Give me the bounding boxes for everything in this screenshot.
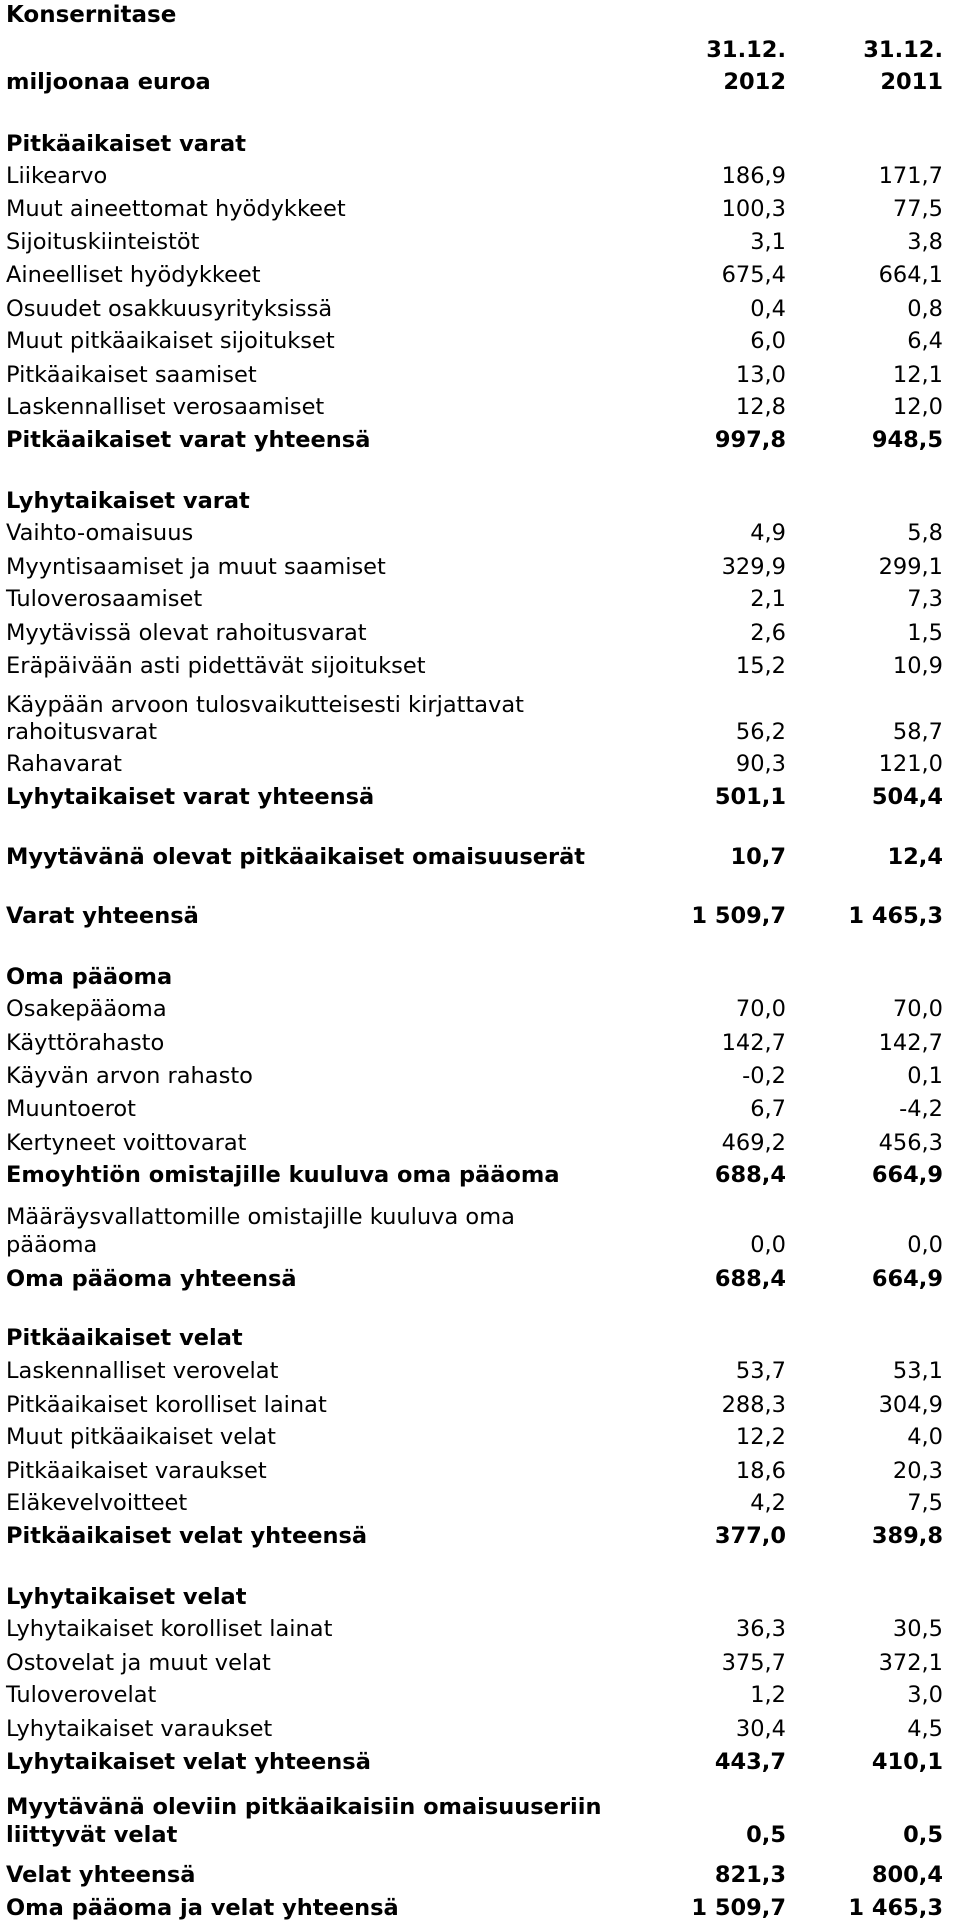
table-row	[6, 1202, 926, 1232]
table-row	[6, 690, 926, 720]
row-label: Osuudet osakkuusyrityksissä	[6, 296, 333, 322]
total-row	[6, 1160, 943, 1190]
row-label: rahoitusvarat	[6, 719, 158, 745]
row-label: Muut pitkäaikaiset velat	[6, 1424, 276, 1450]
value-2011: 0,1	[907, 1063, 943, 1089]
value-2012: 6,0	[750, 328, 786, 354]
row-label: Sijoituskiinteistöt	[6, 229, 200, 255]
value-2011: 304,9	[878, 1392, 943, 1418]
row-label: Pitkäaikaiset varat	[6, 131, 246, 157]
value-2011: 20,3	[892, 1458, 943, 1484]
table-row	[6, 618, 943, 648]
unit-label: miljoonaa euroa	[6, 69, 211, 95]
value-2012: 675,4	[721, 262, 786, 288]
total-row	[6, 782, 943, 812]
section-heading-row	[6, 486, 926, 516]
row-label: Pitkäaikaiset velat	[6, 1325, 243, 1351]
table-row	[6, 1230, 943, 1260]
table-row	[6, 584, 943, 614]
value-2011: 664,1	[878, 262, 943, 288]
value-2011: 0,0	[907, 1232, 943, 1258]
table-row	[6, 1390, 943, 1420]
value-2011: 77,5	[892, 196, 943, 222]
table-row	[6, 994, 943, 1024]
value-2011: 800,4	[871, 1862, 943, 1888]
table-row	[6, 227, 943, 257]
value-2012: 100,3	[721, 196, 786, 222]
table-row	[6, 1488, 943, 1518]
value-2012: 10,7	[730, 844, 786, 870]
col2-year: 2011	[880, 69, 943, 95]
row-label: Oma pääoma ja velat yhteensä	[6, 1895, 399, 1921]
value-2012: 53,7	[735, 1358, 786, 1384]
table-row	[6, 360, 943, 390]
value-2011: 3,0	[907, 1682, 943, 1708]
row-label: Lyhytaikaiset velat yhteensä	[6, 1749, 371, 1775]
row-label: Lyhytaikaiset varat yhteensä	[6, 784, 375, 810]
table-row	[6, 194, 943, 224]
row-label: Pitkäaikaiset varat yhteensä	[6, 427, 371, 453]
row-label: Pitkäaikaiset varaukset	[6, 1458, 267, 1484]
value-2012: 688,4	[714, 1266, 786, 1292]
value-2012: 30,4	[735, 1716, 786, 1742]
table-row	[6, 1356, 943, 1386]
row-label: Eräpäivään asti pidettävät sijoitukset	[6, 653, 426, 679]
section-heading-row	[6, 962, 926, 992]
value-2011: -4,2	[899, 1096, 943, 1122]
total-row	[6, 842, 943, 872]
row-label: Myytävissä olevat rahoitusvarat	[6, 620, 367, 646]
value-2011: 121,0	[878, 751, 943, 777]
table-row	[6, 392, 943, 422]
value-2011: 53,1	[892, 1358, 943, 1384]
row-label: Oma pääoma	[6, 964, 173, 990]
value-2011: 4,5	[907, 1716, 943, 1742]
total-row	[6, 425, 943, 455]
row-label: Tuloverosaamiset	[6, 586, 203, 612]
total-row	[6, 901, 943, 931]
value-2012: 329,9	[721, 554, 786, 580]
value-2011: 12,1	[892, 362, 943, 388]
value-2012: 142,7	[721, 1030, 786, 1056]
value-2011: 1,5	[907, 620, 943, 646]
value-2012: 1 509,7	[691, 903, 786, 929]
value-2012: 6,7	[750, 1096, 786, 1122]
row-label: Osakepääoma	[6, 996, 167, 1022]
table-row	[6, 1614, 943, 1644]
value-2012: 443,7	[714, 1749, 786, 1775]
row-label: Lyhytaikaiset varaukset	[6, 1716, 273, 1742]
value-2011: 389,8	[871, 1523, 943, 1549]
table-row	[6, 1648, 943, 1678]
row-label: Varat yhteensä	[6, 903, 199, 929]
row-label: Eläkevelvoitteet	[6, 1490, 188, 1516]
row-label: Ostovelat ja muut velat	[6, 1650, 271, 1676]
section-heading-row	[6, 1323, 926, 1353]
value-2012: -0,2	[742, 1063, 786, 1089]
value-2011: 7,3	[907, 586, 943, 612]
total-row	[6, 1747, 943, 1777]
row-label: Rahavarat	[6, 751, 122, 777]
total-row	[6, 1820, 943, 1850]
table-row	[6, 552, 943, 582]
value-2012: 2,6	[750, 620, 786, 646]
value-2011: 372,1	[878, 1650, 943, 1676]
value-2011: 0,5	[903, 1822, 943, 1848]
value-2012: 18,6	[735, 1458, 786, 1484]
row-label: liittyvät velat	[6, 1822, 178, 1848]
row-label: Muut aineettomat hyödykkeet	[6, 196, 346, 222]
value-2012: 56,2	[735, 719, 786, 745]
row-label: Aineelliset hyödykkeet	[6, 262, 261, 288]
row-label: Myytävänä olevat pitkäaikaiset omaisuuserät	[6, 844, 586, 870]
table-row	[6, 1714, 943, 1744]
row-label: Laskennalliset verovelat	[6, 1358, 279, 1384]
row-label: Lyhytaikaiset velat	[6, 1584, 247, 1610]
table-row	[6, 1094, 943, 1124]
row-label: Myytävänä oleviin pitkäaikaisiin omaisuuseriin	[6, 1794, 602, 1820]
table-row	[6, 518, 943, 548]
value-2012: 4,9	[750, 520, 786, 546]
value-2012: 0,5	[746, 1822, 786, 1848]
value-2012: 13,0	[735, 362, 786, 388]
value-2012: 36,3	[735, 1616, 786, 1642]
value-2012: 1 509,7	[691, 1895, 786, 1921]
value-2011: 948,5	[871, 427, 943, 453]
table-row	[6, 1422, 943, 1452]
table-row	[6, 717, 943, 747]
value-2012: 377,0	[714, 1523, 786, 1549]
value-2012: 997,8	[714, 427, 786, 453]
row-label: Velat yhteensä	[6, 1862, 196, 1888]
value-2011: 3,8	[907, 229, 943, 255]
total-row	[6, 1521, 943, 1551]
total-row	[6, 1264, 943, 1294]
value-2012: 12,2	[735, 1424, 786, 1450]
table-row	[6, 651, 943, 681]
table-row	[6, 326, 943, 356]
value-2011: 299,1	[878, 554, 943, 580]
value-2012: 2,1	[750, 586, 786, 612]
row-label: Liikearvo	[6, 163, 108, 189]
value-2012: 12,8	[735, 394, 786, 420]
value-2011: 10,9	[892, 653, 943, 679]
value-2011: 142,7	[878, 1030, 943, 1056]
row-label: Lyhytaikaiset varat	[6, 488, 250, 514]
value-2012: 501,1	[714, 784, 786, 810]
value-2011: 30,5	[892, 1616, 943, 1642]
row-label: Määräysvallattomille omistajille kuuluva oma	[6, 1204, 515, 1230]
row-label: Käypään arvoon tulosvaikutteisesti kirjattavat	[6, 692, 524, 718]
value-2012: 186,9	[721, 163, 786, 189]
row-label: Oma pääoma yhteensä	[6, 1266, 297, 1292]
row-label: Käyttörahasto	[6, 1030, 165, 1056]
section-heading-row	[6, 1792, 926, 1822]
value-2011: 456,3	[878, 1130, 943, 1156]
table-row	[6, 1128, 943, 1158]
value-2011: 12,4	[887, 844, 943, 870]
table-row	[6, 1456, 943, 1486]
column-header-years	[6, 67, 943, 97]
row-label: Laskennalliset verosaamiset	[6, 394, 325, 420]
value-2011: 504,4	[871, 784, 943, 810]
row-label: Myyntisaamiset ja muut saamiset	[6, 554, 386, 580]
value-2011: 664,9	[871, 1266, 943, 1292]
value-2011: 6,4	[907, 328, 943, 354]
value-2012: 688,4	[714, 1162, 786, 1188]
col1-date: 31.12.	[706, 37, 786, 63]
value-2011: 410,1	[871, 1749, 943, 1775]
col2-date: 31.12.	[863, 37, 943, 63]
table-row	[6, 260, 943, 290]
value-2011: 4,0	[907, 1424, 943, 1450]
value-2011: 1 465,3	[848, 1895, 943, 1921]
value-2011: 664,9	[871, 1162, 943, 1188]
value-2012: 375,7	[721, 1650, 786, 1676]
value-2012: 90,3	[735, 751, 786, 777]
value-2011: 171,7	[878, 163, 943, 189]
table-row	[6, 749, 943, 779]
section-heading-row	[6, 129, 926, 159]
value-2012: 288,3	[721, 1392, 786, 1418]
row-label: Lyhytaikaiset korolliset lainat	[6, 1616, 333, 1642]
value-2012: 1,2	[750, 1682, 786, 1708]
value-2011: 58,7	[892, 719, 943, 745]
row-label: Vaihto-omaisuus	[6, 520, 194, 546]
value-2012: 821,3	[714, 1862, 786, 1888]
value-2012: 4,2	[750, 1490, 786, 1516]
value-2012: 469,2	[721, 1130, 786, 1156]
row-label: Pitkäaikaiset korolliset lainat	[6, 1392, 327, 1418]
col1-year: 2012	[723, 69, 786, 95]
total-row	[6, 1860, 943, 1890]
row-label: Pitkäaikaiset saamiset	[6, 362, 257, 388]
table-row	[6, 161, 943, 191]
table-row	[6, 1680, 943, 1710]
row-label: Käyvän arvon rahasto	[6, 1063, 253, 1089]
row-label: Muuntoerot	[6, 1096, 136, 1122]
value-2012: 0,0	[750, 1232, 786, 1258]
table-row	[6, 1028, 943, 1058]
value-2012: 3,1	[750, 229, 786, 255]
value-2012: 70,0	[735, 996, 786, 1022]
value-2011: 0,8	[907, 296, 943, 322]
row-label: pääoma	[6, 1232, 98, 1258]
table-row	[6, 1061, 943, 1091]
row-label: Tuloverovelat	[6, 1682, 157, 1708]
column-header-dates	[6, 35, 943, 65]
row-label: Muut pitkäaikaiset sijoitukset	[6, 328, 335, 354]
row-label: Kertyneet voittovarat	[6, 1130, 247, 1156]
value-2012: 15,2	[735, 653, 786, 679]
document-title: Konsernitase	[6, 2, 177, 28]
value-2011: 5,8	[907, 520, 943, 546]
value-2012: 0,4	[750, 296, 786, 322]
row-label: Pitkäaikaiset velat yhteensä	[6, 1523, 368, 1549]
value-2011: 1 465,3	[848, 903, 943, 929]
row-label: Emoyhtiön omistajille kuuluva oma pääoma	[6, 1162, 560, 1188]
table-row	[6, 294, 943, 324]
value-2011: 12,0	[892, 394, 943, 420]
total-row	[6, 1893, 943, 1923]
value-2011: 70,0	[892, 996, 943, 1022]
section-heading-row	[6, 1582, 926, 1612]
value-2011: 7,5	[907, 1490, 943, 1516]
